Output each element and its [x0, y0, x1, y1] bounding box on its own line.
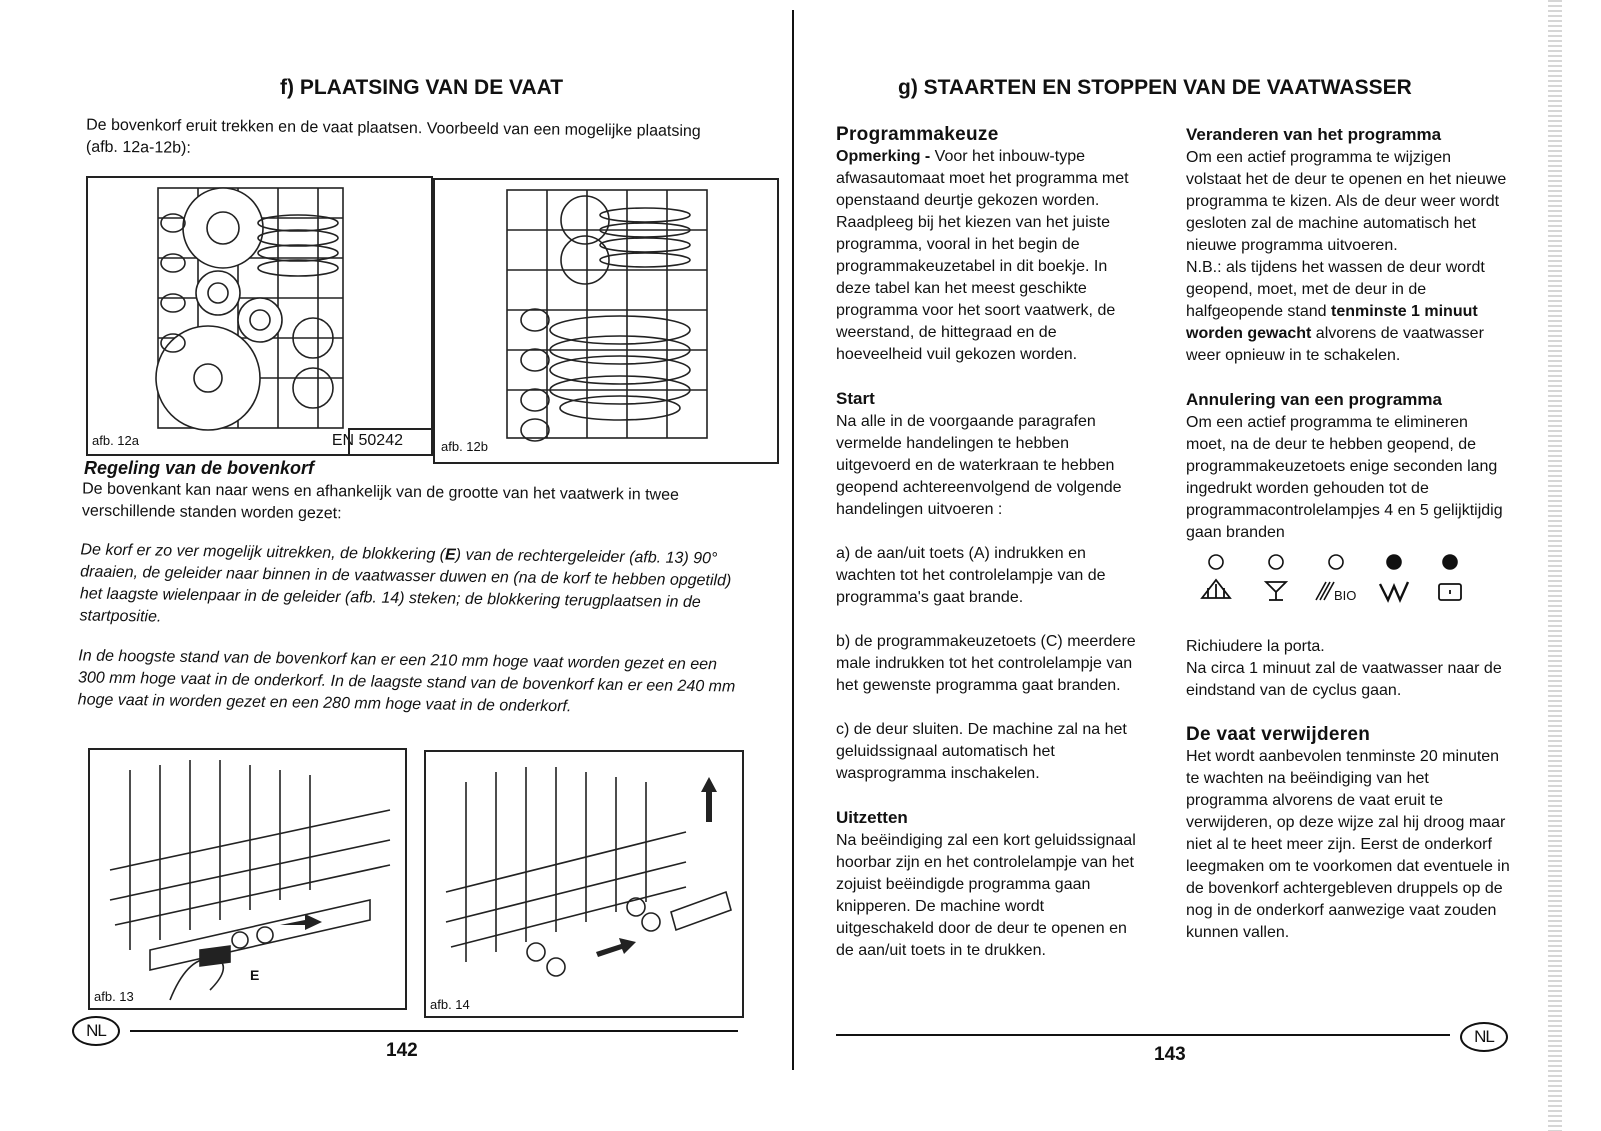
figure-13-label: afb. 13	[94, 989, 134, 1004]
figure-13-marker-E: E	[250, 967, 260, 983]
upper-basket-plates-illustration	[88, 178, 431, 454]
veranderen-paragraph: Om een actief programma te wijzigen volstaat het de deur te openen en het nieuwe programma te kizen. Als de deur weer wordt gesloten zal de machine automatisch het nieuwe programma uitvoeren.	[1186, 149, 1507, 254]
indicator-light-5	[1443, 555, 1457, 569]
figure-14-label: afb. 14	[430, 997, 470, 1012]
heading-uitzetten: Uitzetten	[836, 808, 908, 827]
right-column-2	[1186, 124, 1510, 944]
section-heading-regeling: Regeling van de bovenkorf	[84, 458, 315, 478]
uitzetten-paragraph: Na beëindiging zal een kort geluidssignaal hoorbar zijn en het controlelampje van het zojuist beëindigde programma gaan knipperen. De machine wordt uitgeschakeld door de deur te openen en de aan/uit toets in te drukken.	[836, 832, 1136, 959]
right-language-badge: NL	[1460, 1022, 1508, 1052]
heading-verwijderen: De vaat verwijderen	[1186, 724, 1371, 745]
bio-icon	[1316, 582, 1356, 603]
heading-start: Start	[836, 389, 875, 408]
start-paragraph: Na alle in de voorgaande paragrafen vermelde handelingen te hebben uitgevoerd en de waterkraan te hebben geopend achtereenvolgend de volgende handelingen uitvoeren :	[836, 413, 1122, 518]
figure-12a-label: afb. 12a	[92, 433, 139, 448]
indicator-light-4	[1387, 555, 1401, 569]
indicator-light-1	[1209, 555, 1223, 569]
program-indicator-row	[1186, 544, 1510, 636]
instructions-italic-2: In de hoogste stand van de bovenkorf kan er een 210 mm hoge vaat worden gezet en een 300 mm hoge vaat in de onderkorf. In de laagste stand van de bovenkorf kan er een 240 mm hoge vaat in worden gezet en een 280 mm hoge vaat in de onderkorf.	[77, 647, 736, 716]
basket-rail-lock-illustration	[90, 750, 405, 1008]
left-footer-rule	[130, 1030, 738, 1032]
rinse-icon	[1439, 584, 1461, 600]
upper-basket-glasses-illustration	[435, 180, 777, 462]
figure-12a-code: EN 50242	[331, 432, 403, 449]
indicator-light-3	[1329, 555, 1343, 569]
figure-13	[88, 748, 407, 1010]
step-b: b) de programmakeuzetoets (C) meerdere male indrukken tot het controlelampje van het gewenste programma gaat branden.	[836, 633, 1136, 694]
heading-annulering: Annulering van een programma	[1186, 390, 1442, 409]
step-c: c) de deur sluiten. De machine zal na het geluidssignaal automatisch het wasprogramma inschakelen.	[836, 721, 1127, 782]
right-page-title: g) STAARTEN EN STOPPEN VAN DE VAATWASSER	[898, 76, 1412, 99]
nb-paragraph: N.B.: als tijdens het wassen de deur wordt geopend, moet, met de deur in de halfgeopende stand tenminste 1 minuut worden gewacht alvorens de vaatwasser weer opnieuw in te schakelen.	[1186, 259, 1485, 364]
figure-12b-label: afb. 12b	[441, 439, 488, 454]
heading-veranderen: Veranderen van het programma	[1186, 125, 1442, 144]
bio-icon-text: BIO	[1334, 588, 1357, 603]
heading-programmakeuze: Programmakeuze	[836, 124, 999, 145]
left-language-badge: NL	[72, 1016, 120, 1046]
indicator-light-2	[1269, 555, 1283, 569]
verwijderen-paragraph: Het wordt aanbevolen tenminste 20 minuten te wachten na beëindiging van het programma alvorens de vaat eruit te verwijderen, op deze wijze zal hij droog maar niet al te heet meer zijn. Eerst de onderkorf leegmaken om te voorkomen dat eventuele in de bovenkorf achtergebleven druppels op de nog in de onderkorf aanwezige vaat zouden kunnen vallen.	[1186, 748, 1510, 941]
na-circa-paragraph: Na circa 1 minuut zal de vaatwasser naar de eindstand van de cyclus gaan.	[1186, 660, 1502, 699]
left-page-title: f) PLAATSING VAN DE VAAT	[280, 76, 564, 99]
right-page-number: 143	[1154, 1044, 1186, 1065]
figure-12a	[86, 176, 433, 456]
richiudere-line: Richiudere la porta.	[1186, 638, 1325, 655]
annulering-paragraph: Om een actief programma te elimineren moet, na de deur te hebben geopend, de programmakeuzetoets enige seconden lang ingedrukt worden gehouden tot de programmacontrolelampjes 4 en 5 gelijktijdig gaan branden	[1186, 414, 1503, 541]
left-page-number: 142	[386, 1040, 418, 1061]
eco-icon	[1380, 582, 1408, 600]
left-intro: De bovenkorf eruit trekken en de vaat plaatsen. Voorbeeld van een mogelijke plaatsing (afb. 12a-12b):	[85, 116, 701, 157]
intensive-icon	[1202, 580, 1230, 598]
right-footer-rule	[836, 1034, 1450, 1036]
instructions-italic-1: De korf er zo ver mogelijk uitrekken, de blokkering (E) van de rechtergeleider (afb. 13) 90° draaien, de geleider naar binnen in de vaatwasser duwen en (na de korf te hebben opgetild) het laagste wielenpaar in de geleider (afb. 14) steken; de blokkering terugplaatsen in de startpositie.	[79, 541, 732, 626]
figure-12b	[433, 178, 779, 464]
basket-wheels-rail-illustration	[426, 752, 742, 1016]
page-divider	[792, 10, 794, 1070]
scan-edge	[1548, 0, 1562, 1131]
right-column-1	[836, 124, 1146, 962]
opmerking-paragraph: Opmerking - Voor het inbouw-type afwasautomaat moet het programma met openstaand deurtje gekozen worden. Raadpleeg bij het kiezen van het juiste programma, vooral in het begin de programmakeuzetabel in dit boekje. In deze tabel kan het meest geschikte programma voor het soort vaatwerk, de weerstand, de hittegraad en de hoeveelheid vuil gekozen worden.	[836, 148, 1129, 363]
step-a: a) de aan/uit toets (A) indrukken en wachten tot het controlelampje van de programma's gaat brande.	[836, 545, 1106, 606]
glass-icon	[1266, 582, 1286, 600]
figure-14	[424, 750, 744, 1018]
section-intro-regeling: De bovenkant kan naar wens en afhankelijk van de grootte van het vaatwerk in twee verschillende standen worden gezet:	[81, 480, 680, 523]
